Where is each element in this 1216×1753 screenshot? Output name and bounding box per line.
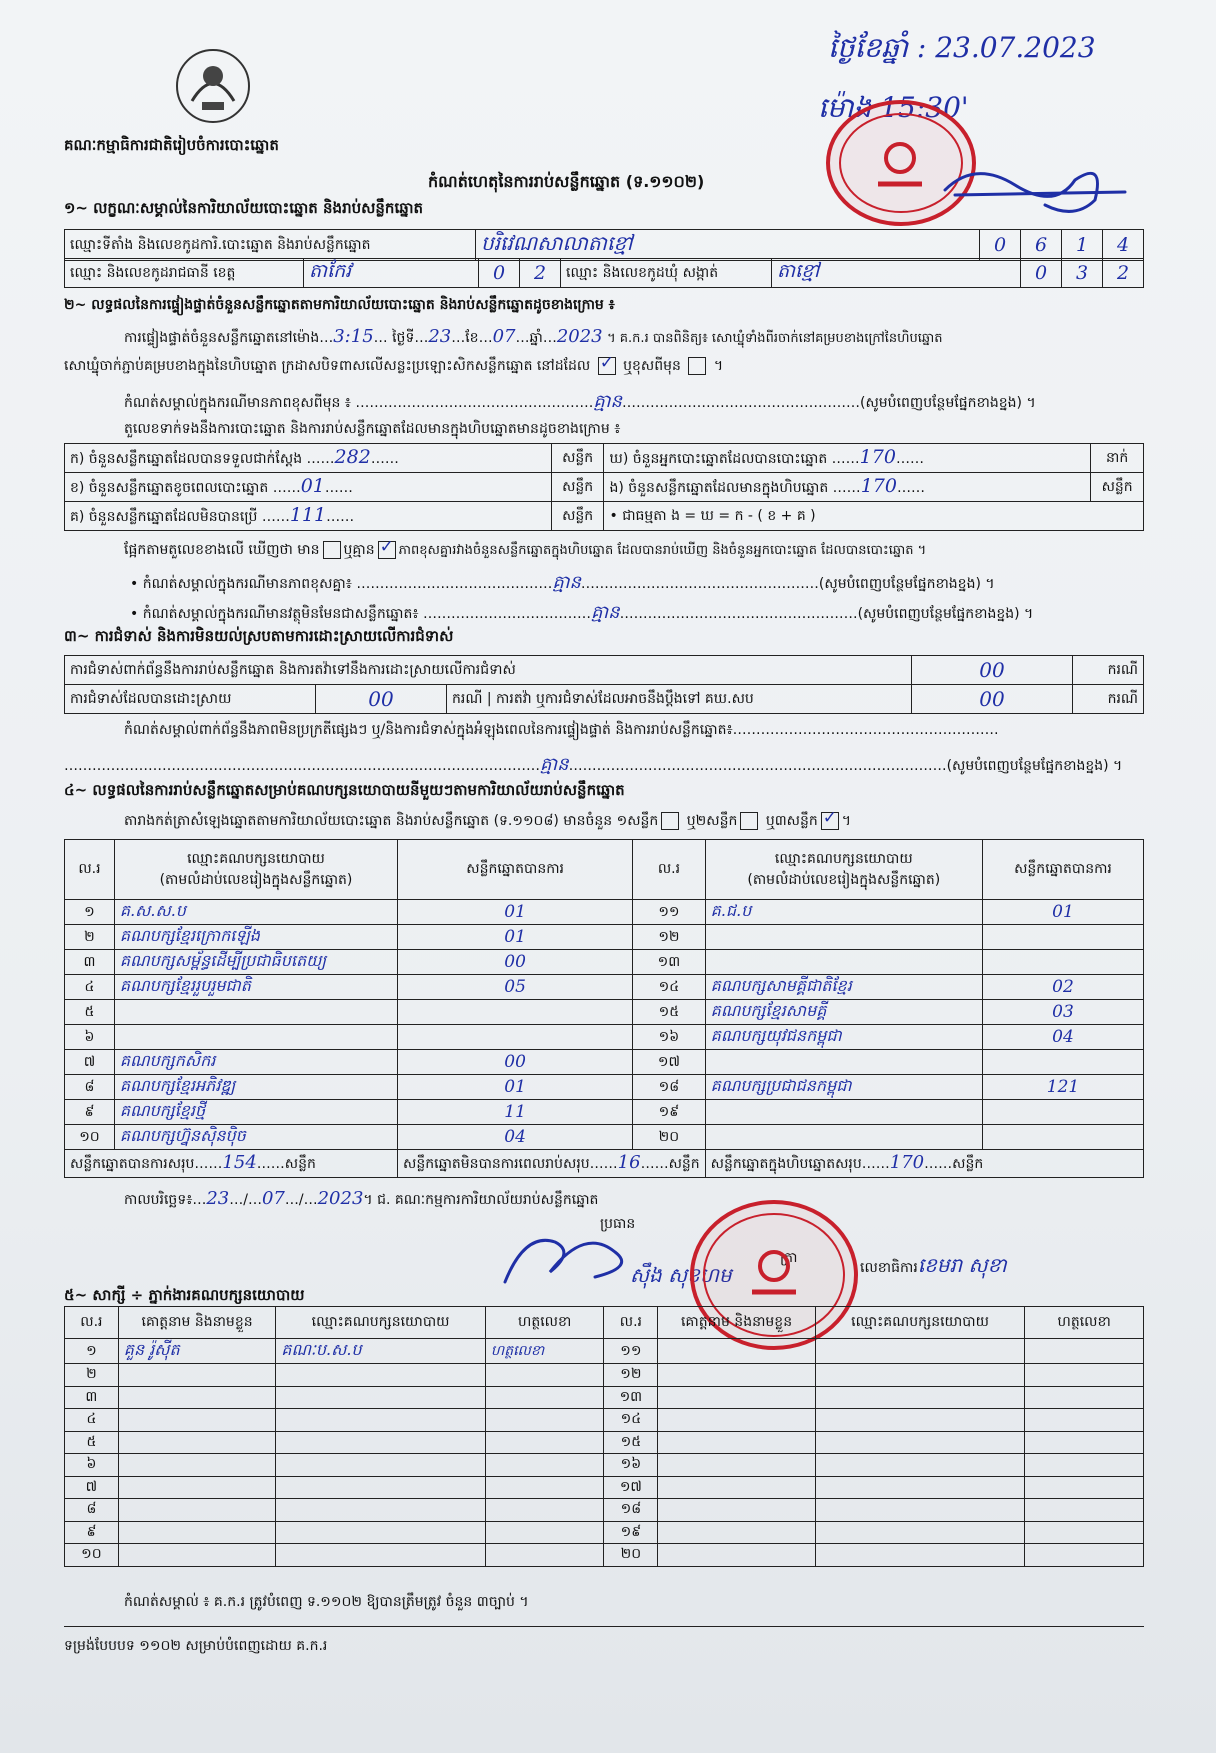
result-no: ១៥ (633, 1000, 705, 1025)
result-votes (398, 1000, 633, 1025)
figure-g: គ) ចំនួនសន្លឹកឆ្នោតដែលមិនបានប្រើ ……111…… (65, 502, 552, 531)
witness-sign (485, 1364, 604, 1387)
figure-kh: ខ) ចំនួនសន្លឹកឆ្នោតខូចពេលបោះឆ្នោត ……01…… (65, 473, 552, 502)
witness-blank-cell (815, 1544, 1025, 1567)
witness-blank-cell (815, 1409, 1025, 1432)
result-votes (982, 1100, 1143, 1125)
witness-party (276, 1409, 486, 1432)
footnote: កំណត់សម្គាល់ ៖ គ.ក.រ ត្រូវបំពេញ ទ.១១០២ ឱ្យបានត្រឹមត្រូវ ចំនួន ៣ច្បាប់ ។ (124, 1594, 529, 1610)
result-votes: 121 (982, 1075, 1143, 1100)
witness-blank-cell (1025, 1476, 1144, 1499)
difference-note-line: កំណត់សម្គាល់ក្នុងករណីមានភាពខុសពីមុន ៖ ……………………………………………គ្មាន……………………………………………(សូមបំពេញបន្ថែមផ្នែកខាងខ្នង) ។ (124, 391, 1036, 412)
witness-name (118, 1409, 276, 1432)
witness-sign (485, 1409, 604, 1432)
result-no: ៥ (65, 1000, 115, 1025)
witness-blank-cell (815, 1521, 1025, 1544)
total-valid: សន្លឹកឆ្នោតបានការសរុប……154……សន្លឹក (65, 1150, 398, 1178)
witness-no: ១ (65, 1339, 119, 1364)
witness-party (276, 1521, 486, 1544)
result-votes: 05 (398, 975, 633, 1000)
witness-no: ១៣ (604, 1386, 658, 1409)
witness-name (118, 1476, 276, 1499)
result-no: ៣ (65, 950, 115, 975)
polling-station-table (64, 229, 1144, 261)
table-row (65, 900, 1144, 925)
station-code-2: 6 (1021, 230, 1062, 261)
result-party: គណបក្សខ្មែរសាមគ្គី (705, 1000, 982, 1025)
result-votes: 11 (398, 1100, 633, 1125)
witness-no: ៨ (65, 1499, 119, 1522)
signing-date: កាលបរិច្ឆេទ៖…23…/…07…/…2023។ ជ. គណៈកម្មការការិយាល័យរាប់សន្លឹកឆ្នោត (124, 1188, 599, 1209)
two-sheet-checkbox[interactable] (740, 812, 758, 830)
witness-no: ៧ (65, 1476, 119, 1499)
result-no: ១០ (65, 1125, 115, 1150)
verification-line-1: ការផ្ទៀងផ្ទាត់ចំនួនសន្លឹកឆ្នោតនៅម៉ោង…3:15… ថ្ងៃទី…23…ខែ…07…ឆ្នាំ…2023 ។ គ.ក.រ បានពិនិត្យ៖ សោឃ្នុំទាំងពីរចាក់នៅគម្របខាងក្រៅនៃហិបឆ្នោត (124, 326, 943, 347)
president-name: ស៊ឹង សុខហម (630, 1263, 732, 1287)
witness-no: ៥ (65, 1431, 119, 1454)
verification-line-2: សោឃ្នុំចាក់ភ្ជាប់គម្របខាងក្នុងនៃហិបឆ្នោត ក្រដាសបិទពាសលើសន្លះប្រឡោះសិកសន្លឹកឆ្នោត នៅដដែល ✓ ឬខុសពីមុន ។ (64, 356, 723, 377)
result-no: ១៧ (633, 1050, 705, 1075)
witness-no: ១១ (604, 1339, 658, 1364)
province-commune-table (64, 258, 1144, 288)
result-party (705, 925, 982, 950)
one-sheet-checkbox[interactable] (661, 812, 679, 830)
witness-no: ២០ (604, 1544, 658, 1567)
result-no: ២០ (633, 1125, 705, 1150)
table-row (65, 1431, 1144, 1454)
result-no: ១៩ (633, 1100, 705, 1125)
commune-value: តាខ្មៅ (772, 259, 1021, 288)
witness-blank-cell (658, 1499, 816, 1522)
witness-name (118, 1499, 276, 1522)
commune-label: ឈ្មោះ និងលេខកូដឃុំ សង្កាត់ (561, 259, 772, 288)
witness-no: ៣ (65, 1386, 119, 1409)
province-label: ឈ្មោះ និងលេខកូដរាជធានី ខេត្ត (65, 259, 304, 288)
section4-heading: ៤~ លទ្ធផលនៃការរាប់សន្លឹកឆ្នោតសម្រាប់គណបក្សនយោបាយនីមួយៗតាមការិយាល័យរាប់សន្លឹកឆ្នោត (64, 781, 625, 799)
witness-name (118, 1544, 276, 1567)
witness-blank-cell (815, 1386, 1025, 1409)
witness-no: ១២ (604, 1364, 658, 1387)
irregularity-note-line: …………………………………………………………………………………………គ្មាន………………………………………………………………………(សូមបំពេញបន្ថែមផ្នែកខាងខ្នង) ។ (64, 754, 1123, 775)
result-party: គណបក្សហ្វ៊ុនស៊ិនប៉ិច (114, 1125, 397, 1150)
three-sheet-checkbox[interactable] (821, 812, 839, 830)
witness-no: ១៧ (604, 1476, 658, 1499)
result-party: គណបក្សសម្ព័ន្ធដើម្បីប្រជាធិបតេយ្យ (114, 950, 397, 975)
witness-party (276, 1364, 486, 1387)
witness-blank-cell (1025, 1499, 1144, 1522)
table-row (65, 1050, 1144, 1075)
count-sheet-line: តារាងកត់ត្រាសំឡេងឆ្នោតតាមការិយាល័យបោះឆ្នោត និងរាប់សន្លឹកឆ្នោត (ទ.១១០៨) មានចំនួន ១សន្លឹក ឬ២សន្លឹក ឬ៣សន្លឹក✓ ។ (124, 811, 851, 832)
witness-party: គណៈប.ស.ប (276, 1339, 486, 1364)
witness-no: ៤ (65, 1409, 119, 1432)
result-no: ៧ (65, 1050, 115, 1075)
section5-heading: ៥~ សាក្សី ÷ ភ្នាក់ងារគណបក្សនយោបាយ (64, 1286, 305, 1304)
no-difference-checkbox[interactable] (378, 541, 396, 559)
witness-table: ល.រ គោត្តនាម និងនាមខ្លួន ឈ្មោះគណបក្សនយោបាយ ហត្ថលេខា ល.រ គោត្តនាម និងនាមខ្លួន ឈ្មោះគណបក្សនយោបាយ ហត្ថលេខា ១ គួន រ៉ូស៊ីត គណៈប.ស.ប ហត្ថលេខា ១១ ២ ១២ ៣ ១៣ ៤ ១៤ ៥ ១៥ ៦ ១៦ ៧ ១៧ ៨ ១៨ ៩ ១៩ ១០ ២០ (64, 1306, 1144, 1567)
witness-party (276, 1499, 486, 1522)
result-votes (982, 950, 1143, 975)
different-checkbox[interactable] (688, 357, 706, 375)
result-no: ១ (65, 900, 115, 925)
resolved-label: ការជំទាស់ដែលបានដោះស្រាយ (65, 685, 316, 714)
form-footer: ទម្រង់បែបបទ ១១០២ សម្រាប់បំពេញដោយ គ.ក.រ (64, 1638, 328, 1654)
witness-blank-cell (658, 1409, 816, 1432)
table-row (65, 1100, 1144, 1125)
station-name-label: ឈ្មោះទីតាំង និងលេខកូដការិ.បោះឆ្នោត និងរាប់សន្លឹកឆ្នោត (65, 230, 476, 261)
witness-sign (485, 1431, 604, 1454)
table-row (65, 1544, 1144, 1567)
witness-no: ៩ (65, 1521, 119, 1544)
table-row (65, 975, 1144, 1000)
result-votes (982, 1050, 1143, 1075)
table-row (65, 950, 1144, 975)
witness-no: ១៩ (604, 1521, 658, 1544)
result-party (705, 1125, 982, 1150)
witness-no: ១៥ (604, 1431, 658, 1454)
witness-no: ១៨ (604, 1499, 658, 1522)
witness-blank-cell (1025, 1386, 1144, 1409)
formula: • ជាធម្មតា ង = ឃ = ក - ( ខ + គ ) (604, 502, 1144, 531)
table-row (65, 1386, 1144, 1409)
station-code-4: 4 (1103, 230, 1144, 261)
witness-no: ២ (65, 1364, 119, 1387)
witness-party (276, 1431, 486, 1454)
result-no: ១១ (633, 900, 705, 925)
result-party: គណបក្សខ្មែររួបរួមជាតិ (114, 975, 397, 1000)
result-votes: 00 (398, 1050, 633, 1075)
witness-blank-cell (658, 1544, 816, 1567)
province-code-2: 2 (520, 259, 561, 288)
result-no: ១៣ (633, 950, 705, 975)
result-party (705, 950, 982, 975)
result-party: គណបក្សយុវជនកម្ពុជា (705, 1025, 982, 1050)
province-code-1: 0 (479, 259, 520, 288)
appeal-count: 00 (912, 685, 1073, 714)
result-no: ១៨ (633, 1075, 705, 1100)
witness-name: គួន រ៉ូស៊ីត (118, 1339, 276, 1364)
witness-party (276, 1454, 486, 1477)
has-difference-checkbox[interactable] (323, 541, 341, 559)
witness-blank-cell (658, 1454, 816, 1477)
figure-ng: ឃ) ចំនួនអ្នកបោះឆ្នោតដែលបានបោះឆ្នោត ……170…… (604, 444, 1091, 473)
result-no: ១២ (633, 925, 705, 950)
witness-blank-cell (815, 1364, 1025, 1387)
table-row (65, 1339, 1144, 1364)
table-row (65, 1025, 1144, 1050)
witness-blank-cell (1025, 1544, 1144, 1567)
witness-no: ៦ (65, 1454, 119, 1477)
station-code-1: 0 (980, 230, 1021, 261)
result-votes: 02 (982, 975, 1143, 1000)
witness-name (118, 1364, 276, 1387)
figure-k: ក) ចំនួនសន្លឹកឆ្នោតដែលបានទទួលជាក់ស្តែង ……282…… (65, 444, 552, 473)
result-party: គ.ជ.ប (705, 900, 982, 925)
witness-blank-cell (1025, 1521, 1144, 1544)
witness-party (276, 1476, 486, 1499)
result-votes: 00 (398, 950, 633, 975)
result-party (114, 1025, 397, 1050)
secretary-line: លេខាធិការខេមរា សុខា (860, 1253, 1007, 1277)
result-votes: 03 (982, 1000, 1143, 1025)
station-code-3: 1 (1062, 230, 1103, 261)
total-invalid: សន្លឹកឆ្នោតមិនបានការពេលរាប់សរុប……16……សន្លឹក (398, 1150, 706, 1178)
result-no: ១៤ (633, 975, 705, 1000)
result-votes: 04 (982, 1025, 1143, 1050)
witness-name (118, 1386, 276, 1409)
station-name-value: បរិវេណសាលាតាខ្មៅ (476, 230, 980, 261)
witness-no: ១៦ (604, 1454, 658, 1477)
witness-blank-cell (658, 1386, 816, 1409)
witness-no: ១០ (65, 1544, 119, 1567)
result-party: គណបក្សខ្មែរអភិវឌ្ឍ (114, 1075, 397, 1100)
figures-intro: តួលេខទាក់ទងនឹងការបោះឆ្នោត និងការរាប់សន្លឹកឆ្នោតដែលមានក្នុងហិបឆ្នោតមានដូចខាងក្រោម ៖ (124, 421, 621, 437)
witness-name (118, 1454, 276, 1477)
witness-name (118, 1431, 276, 1454)
object-note: • កំណត់សម្គាល់ក្នុងករណីមានវត្ថុមិនមែនជាសន្លឹកឆ្នោត៖ ………………………………គ្មាន……………………………………………(សូមបំពេញបន្ថែមផ្នែកខាងខ្នង) ។ (130, 602, 1034, 623)
president-label: ប្រធាន (600, 1216, 636, 1232)
president-signature (495, 1222, 645, 1292)
witness-sign (485, 1476, 604, 1499)
table-row (65, 925, 1144, 950)
witness-blank-cell (658, 1364, 816, 1387)
same-checkbox[interactable] (598, 357, 616, 375)
witness-no: ១៤ (604, 1409, 658, 1432)
result-votes: 04 (398, 1125, 633, 1150)
result-no: ៨ (65, 1075, 115, 1100)
committee-name: គណៈកម្មាធិការជាតិរៀបចំការបោះឆ្នោត (64, 136, 279, 154)
objection-count: 00 (912, 656, 1073, 685)
result-no: ៩ (65, 1100, 115, 1125)
handwritten-date: ថ្ងៃខែឆ្នាំ : 23.07.2023 (828, 31, 1096, 64)
result-party (114, 1000, 397, 1025)
witness-blank-cell (658, 1339, 816, 1364)
witness-blank-cell (815, 1339, 1025, 1364)
witness-blank-cell (815, 1476, 1025, 1499)
province-value: តាកែវ (304, 259, 479, 288)
table-row (65, 1364, 1144, 1387)
footer-divider (64, 1626, 1144, 1627)
irregularity-note-label: កំណត់សម្គាល់ពាក់ព័ន្ធនឹងភាពមិនប្រក្រតីផ្សេងៗ ឬ/និងការជំទាស់ក្នុងអំឡុងពេលនៃការផ្ទៀងផ្ទាត់ និងការរាប់សន្លឹកឆ្នោត៖………………………………………………… (124, 722, 999, 738)
result-no: ៦ (65, 1025, 115, 1050)
commune-code-3: 2 (1103, 259, 1144, 288)
result-party (705, 1050, 982, 1075)
commune-code-2: 3 (1062, 259, 1103, 288)
witness-sign: ហត្ថលេខា (485, 1339, 604, 1364)
seal-label: ត្រា (780, 1250, 798, 1266)
result-party (705, 1100, 982, 1125)
result-party: គណបក្សប្រជាជនកម្ពុជា (705, 1075, 982, 1100)
total-box: សន្លឹកឆ្នោតក្នុងហិបឆ្នោតសរុប……170……សន្លឹក (705, 1150, 1143, 1178)
table-row (65, 1075, 1144, 1100)
witness-sign (485, 1544, 604, 1567)
result-no: ១៦ (633, 1025, 705, 1050)
result-votes: 01 (398, 1075, 633, 1100)
witness-blank-cell (1025, 1454, 1144, 1477)
signature-top (935, 150, 1135, 228)
witness-party (276, 1386, 486, 1409)
witness-blank-cell (1025, 1339, 1144, 1364)
result-no: ៤ (65, 975, 115, 1000)
witness-name (118, 1521, 276, 1544)
witness-blank-cell (1025, 1409, 1144, 1432)
resolved-count: 00 (316, 685, 447, 714)
witness-sign (485, 1521, 604, 1544)
appeal-label: ការតវ៉ា ឬការជំទាស់ដែលអាចនឹងប្តឹងទៅ គឃ.សប (496, 690, 754, 707)
table-row (65, 1409, 1144, 1432)
witness-sign (485, 1454, 604, 1477)
result-party: គណបក្សសាមគ្គីជាតិខ្មែរ (705, 975, 982, 1000)
witness-sign (485, 1499, 604, 1522)
witness-blank-cell (658, 1431, 816, 1454)
difference-line: ផ្អែកតាមតួលេខខាងលើ ឃើញថា មាន ឬគ្មាន✓ ភាពខុសគ្នារវាងចំនួនសន្លឹកឆ្នោតក្នុងហិបឆ្នោត ដែលបានរាប់ឃើញ និងចំនួនអ្នកបោះឆ្នោត ដែលបានបោះឆ្នោត ។ (124, 540, 926, 561)
objection-label: ការជំទាស់ពាក់ព័ន្ធនឹងការរាប់សន្លឹកឆ្នោត និងការតវ៉ាទៅនឹងការដោះស្រាយលើការជំទាស់ (65, 656, 912, 685)
result-votes: 01 (398, 900, 633, 925)
witness-blank-cell (815, 1431, 1025, 1454)
table-row (65, 1000, 1144, 1025)
difference-note: • កំណត់សម្គាល់ក្នុងករណីមានភាពខុសគ្នា៖ ……………………………………គ្មាន……………………………………………(សូមបំពេញបន្ថែមផ្នែកខាងខ្នង) ។ (130, 572, 995, 593)
witness-blank-cell (1025, 1431, 1144, 1454)
section2-heading: ២~ លទ្ធផលនៃការផ្ទៀងផ្ទាត់ចំនួនសន្លឹកឆ្នោតតាមការិយាល័យបោះឆ្នោត និងរាប់សន្លឹកឆ្នោតដូចខាងក្រោម ៖ (64, 297, 615, 313)
witness-sign (485, 1386, 604, 1409)
handwritten-time: ម៉ោង 15:30' (818, 91, 969, 124)
witness-blank-cell (658, 1476, 816, 1499)
table-row (65, 1521, 1144, 1544)
witness-party (276, 1544, 486, 1567)
ballot-figures-table: ក) ចំនួនសន្លឹកឆ្នោតដែលបានទទួលជាក់ស្តែង ……282…… សន្លឹក ឃ) ចំនួនអ្នកបោះឆ្នោតដែលបានបោះឆ្នោត ……170…… នាក់ ខ) ចំនួនសន្លឹកឆ្នោតខូចពេលបោះឆ្នោត ……01…… សន្លឹក ង) ចំនួនសន្លឹកឆ្នោតដែលមានក្នុងហិបឆ្នោត ……170…… សន្លឹក គ) ចំនួនសន្លឹកឆ្នោតដែលមិនបានប្រើ ……111…… សន្លឹក • ជាធម្មតា ង = ឃ = ក - ( ខ + គ ) (64, 443, 1144, 531)
table-row (65, 1125, 1144, 1150)
result-votes: 01 (982, 900, 1143, 925)
witness-blank-cell (1025, 1364, 1144, 1387)
result-votes (398, 1025, 633, 1050)
result-party: គ.ស.ស.ប (114, 900, 397, 925)
result-votes (982, 925, 1143, 950)
result-votes (982, 1125, 1143, 1150)
figure-ng2: ង) ចំនួនសន្លឹកឆ្នោតដែលមានក្នុងហិបឆ្នោត ……170…… (604, 473, 1091, 502)
result-party: គណបក្សខ្មែរក្រោកឡើង (114, 925, 397, 950)
section3-heading: ៣~ ការជំទាស់ និងការមិនយល់ស្របតាមការដោះស្រាយលើការជំទាស់ (64, 627, 454, 645)
result-no: ២ (65, 925, 115, 950)
witness-blank-cell (815, 1454, 1025, 1477)
form-title: កំណត់ហេតុនៃការរាប់សន្លឹកឆ្នោត (ទ.១១០២) (428, 172, 705, 191)
witness-blank-cell (658, 1521, 816, 1544)
national-emblem-icon (172, 46, 254, 126)
table-row (65, 1499, 1144, 1522)
table-row (65, 1454, 1144, 1477)
objections-table: ការជំទាស់ពាក់ព័ន្ធនឹងការរាប់សន្លឹកឆ្នោត និងការតវ៉ាទៅនឹងការដោះស្រាយលើការជំទាស់ 00 ករណី ការជំទាស់ដែលបានដោះស្រាយ 00 ករណី | ការតវ៉ា ឬការជំទាស់ដែលអាចនឹងប្តឹងទៅ គឃ.សប 00 ករណី (64, 655, 1144, 714)
party-results-table: ល.រ ឈ្មោះគណបក្សនយោបាយ (តាមលំដាប់លេខរៀងក្នុងសន្លឹកឆ្នោត) សន្លឹកឆ្នោតបានការ ល.រ ឈ្មោះគណបក្សនយោបាយ (តាមលំដាប់លេខរៀងក្នុងសន្លឹកឆ្នោត) សន្លឹកឆ្នោតបានការ ១ គ.ស.ស.ប 01 ១១ គ.ជ.ប 01 ២ គណបក្សខ្មែរក្រោកឡើង 01 ១២ ៣ គណបក្សសម្ព័ន្ធដើម្បីប្រជាធិបតេយ្យ 00 ១៣ ៤ គណបក្សខ្មែររួបរួមជាតិ 05 ១៤ គណបក្សសាមគ្គីជាតិខ្មែរ 02 ៥ ១៥ គណបក្សខ្មែរសាមគ្គី 03 ៦ ១៦ គណបក្សយុវជនកម្ពុជា 04 ៧ គណបក្សកសិករ 00 ១៧ ៨ គណបក្សខ្មែរអភិវឌ្ឍ 01 ១៨ គណបក្សប្រជាជនកម្ពុជា 121 ៩ គណបក្សខ្មែរថ្មី 11 ១៩ ១០ គណបក្សហ្វ៊ុនស៊ិនប៉ិច 04 ២០ សន្លឹកឆ្នោតបានការសរុប……154……សន្លឹក សន្លឹកឆ្នោតមិនបានការពេលរាប់សរុប……16……សន្លឹក សន្លឹកឆ្នោតក្នុងហិបឆ្នោតសរុប……170……សន្លឹក (64, 839, 1144, 1178)
commune-code-1: 0 (1021, 259, 1062, 288)
section1-heading: ១~ លក្ខណៈសម្គាល់នៃការិយាល័យបោះឆ្នោត និងរាប់សន្លឹកឆ្នោត (64, 199, 424, 217)
table-row (65, 1476, 1144, 1499)
result-votes: 01 (398, 925, 633, 950)
witness-blank-cell (815, 1499, 1025, 1522)
result-party: គណបក្សកសិករ (114, 1050, 397, 1075)
result-party: គណបក្សខ្មែរថ្មី (114, 1100, 397, 1125)
